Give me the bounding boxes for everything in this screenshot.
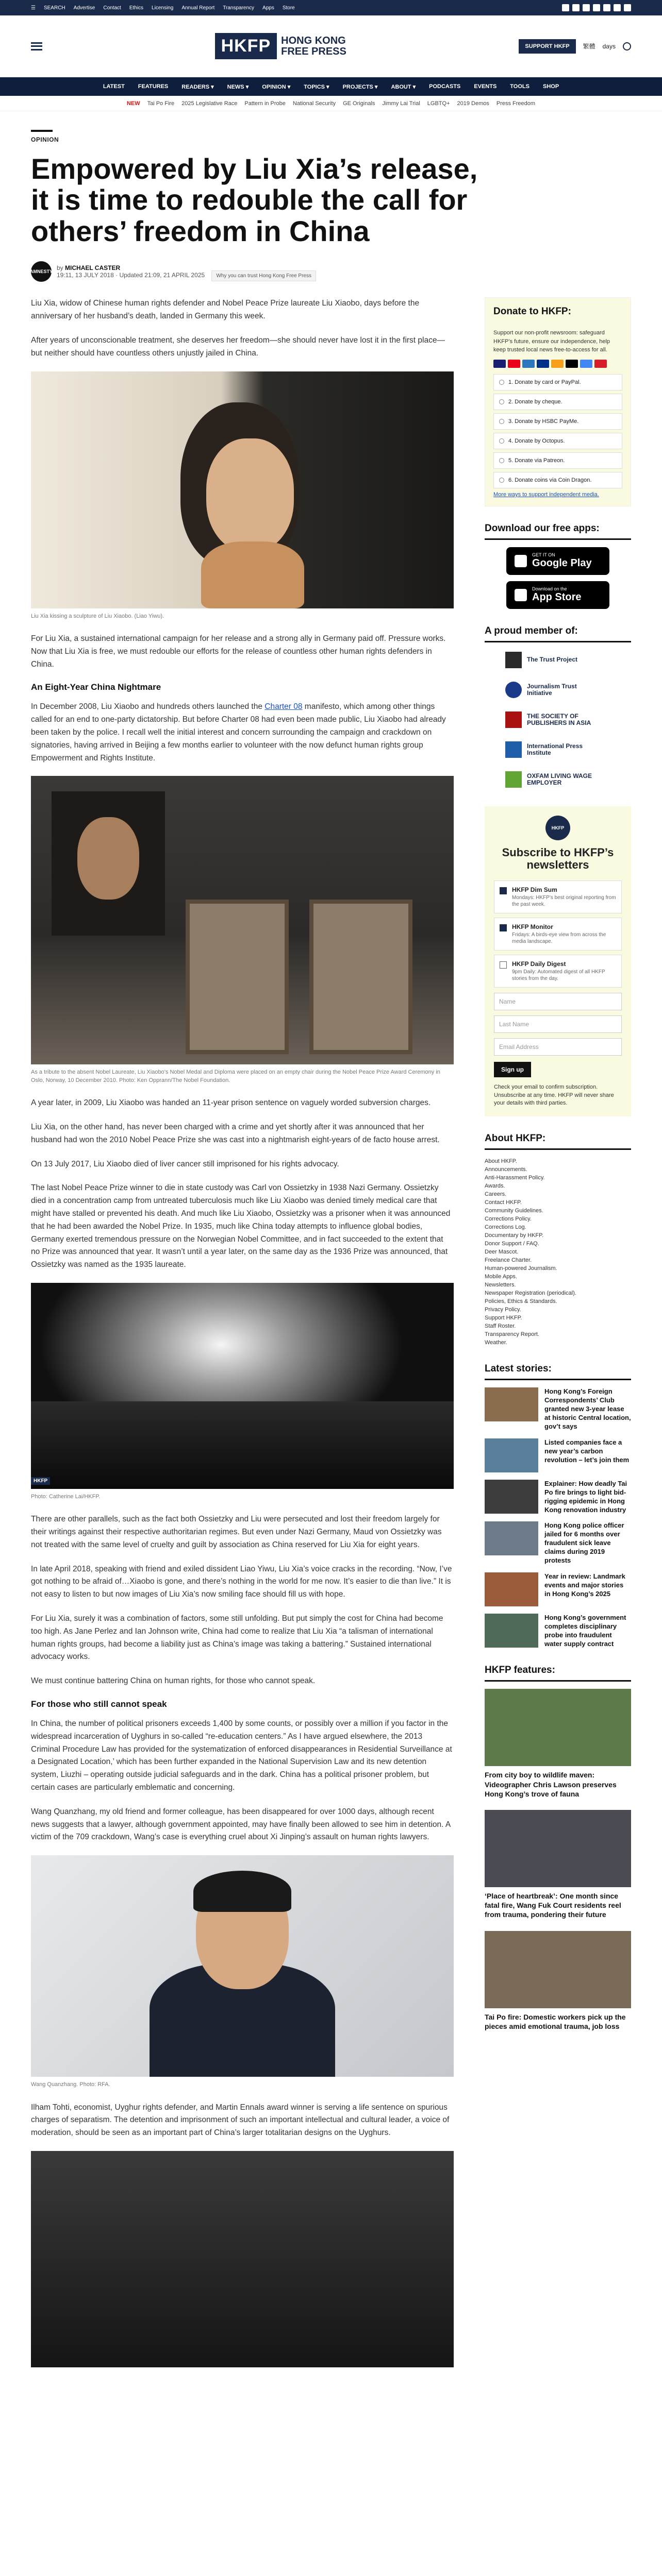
- feature-image: [485, 1810, 631, 1887]
- jti-icon: [505, 682, 522, 698]
- donate-option-label: 6. Donate coins via Coin Dragon.: [508, 477, 592, 483]
- radio-icon: [499, 380, 504, 385]
- author-name[interactable]: MICHAEL CASTER: [65, 264, 121, 272]
- figure: [31, 1283, 454, 1501]
- widget-title: HKFP features:: [485, 1665, 631, 1682]
- instagram-icon[interactable]: [583, 4, 590, 11]
- member-name: The Trust Project: [527, 656, 578, 664]
- radio-icon: [499, 458, 504, 463]
- photo-liu-xia[interactable]: [31, 371, 454, 608]
- caption: As a tribute to the absent Nobel Laureate, Liu Xiaobo’s Nobel Medal and Diploma were placed on an empty chair during the Nobel Peace Prize Award Ceremony in Oslo, Norway, 10 December 2010. Photo: Ken Opprann/The Nobel Foundation.: [31, 1069, 440, 1083]
- nav-item[interactable]: SHOP: [542, 83, 559, 90]
- story-title: Hong Kong police officer jailed for 6 months over fraudulent sick leave claims during 2019 protests: [544, 1521, 624, 1565]
- apple-pay-icon: [566, 360, 578, 368]
- subnav-item[interactable]: National Security: [292, 100, 336, 107]
- unionpay-icon: [594, 360, 607, 368]
- about-link[interactable]: Community Guidelines.: [485, 1208, 543, 1214]
- donate-text: Support our non-profit newsroom: safeguard HKFP’s future, ensure our independence, help keep trusted local news free-to-access for all.: [493, 330, 610, 353]
- about-link[interactable]: Freelance Charter.: [485, 1257, 532, 1264]
- newsletter-name: HKFP Monitor: [512, 923, 553, 931]
- newsletter-logo: HKFP: [545, 816, 570, 840]
- more-ways-link[interactable]: More ways to support independent media.: [493, 491, 599, 498]
- top-utility-bar: [0, 0, 662, 15]
- feature-item[interactable]: [485, 1689, 631, 1799]
- subnav-item[interactable]: 2025 Legislative Race: [181, 100, 238, 107]
- story-item[interactable]: [485, 1614, 631, 1649]
- paragraph: Ilham Tohti, economist, Uyghur rights defender, and Martin Ennals award winner is serving a life sentence on spurious charges of separatism. The detention and imprisonment of such an important intellectual and cultural leader, a voice of moderation, should be seen as an important part of China’s larger totalitarian designs on the Uyghurs.: [31, 2103, 450, 2138]
- paragraph: The last Nobel Peace Prize winner to die in state custody was Carl von Ossietzky in 1938 Nazi Germany. Ossietzky died in a concentration camp from untreated tuberculosis much like Liu Xiaobo was denied timely medical care that might have stalled or prevented his death. And much like Liu Xiaobo, Ossietzky was a prisoner when it was announced that he had been awarded the Nobel Prize. In 1935, much like China today attempts to influence global bodies, Germany exerted tremendous pressure on the Norwegian Nobel Committee, and in fact succeeded to the extent that no Prize was announced that year. It wasn’t until a year later, on the same day as the 1936 Prize was announced, that Ossietzky was named as the 1935 laureate.: [31, 1183, 451, 1269]
- donate-option[interactable]: [493, 433, 622, 449]
- story-thumbnail: [485, 1614, 538, 1648]
- about-link[interactable]: Deer Mascot.: [485, 1249, 519, 1256]
- trust-badge[interactable]: Why you can trust Hong Kong Free Press: [211, 270, 316, 281]
- sidebar: [485, 297, 631, 2367]
- member-logo[interactable]: [505, 650, 631, 670]
- section-heading: An Eight-Year China Nightmare: [31, 682, 161, 692]
- newsletter-name: HKFP Dim Sum: [512, 886, 557, 894]
- about-widget: [485, 1133, 631, 1347]
- topbar-link[interactable]: Transparency: [223, 5, 255, 11]
- site-header: [0, 15, 662, 77]
- story-item[interactable]: [485, 1572, 631, 1606]
- newsletter-name: HKFP Daily Digest: [512, 960, 566, 968]
- publish-date: 19:11, 13 JULY 2018: [57, 272, 114, 279]
- email-input[interactable]: Email Address: [494, 1038, 622, 1056]
- name-input[interactable]: Name: [494, 993, 622, 1010]
- about-link[interactable]: Contact HKFP.: [485, 1199, 522, 1206]
- widget-title: A proud member of:: [485, 625, 631, 642]
- sopa-icon: [505, 711, 522, 728]
- figure: [31, 1855, 454, 2089]
- story-title: Explainer: How deadly Tai Po fire brings to light bid-rigging epidemic in Hong Kong renovation industry: [544, 1479, 627, 1514]
- logo-line-2: FREE PRESS: [281, 45, 346, 57]
- member-name: THE SOCIETY OF PUBLISHERS IN ASIA: [527, 712, 591, 726]
- paragraph: In late April 2018, speaking with friend and exiled dissident Liao Yiwu, Liu Xia’s voice cracks in the recording. “Now, I’ve got nothing to be afraid of…Xiaobo is gone, and there’s nothing in the world for me now. It’s easier to die than live.” It is not easy to listen to but now images of Liu Xia’s now smiling face should fill us with hope.: [31, 1564, 452, 1599]
- ipi-icon: [505, 741, 522, 758]
- donate-option[interactable]: [493, 394, 622, 410]
- about-link[interactable]: Human-powered Journalism.: [485, 1265, 557, 1272]
- article-title: Empowered by Liu Xia’s release, it is time to redouble the call for others’ freedom in China: [31, 152, 478, 247]
- checkbox-checked-icon[interactable]: [500, 887, 507, 894]
- about-link[interactable]: Transparency Report.: [485, 1331, 539, 1338]
- paragraph: [31, 701, 454, 765]
- paragraph: Wang Quanzhang, my old friend and former colleague, has been disappeared for over 1000 days, although recent news suggests that a lawyer, although government appointed, may have finally been allowed to see him in detention. A victim of the 709 crackdown, Wang’s case is everything cruel about Xi Jinping’s assault on human rights lawyers.: [31, 1807, 451, 1842]
- topbar-link[interactable]: Licensing: [152, 5, 174, 11]
- linkedin-icon[interactable]: [603, 4, 610, 11]
- subnav-item[interactable]: LGBTQ+: [427, 100, 450, 107]
- store-small-text: GET IT ON: [532, 552, 555, 558]
- about-link[interactable]: Newspaper Registration (periodical).: [485, 1290, 576, 1297]
- newsletter-desc: 9pm Daily: Automated digest of all HKFP stories from the day.: [512, 969, 605, 982]
- google-play-button[interactable]: [506, 547, 609, 575]
- search-icon[interactable]: [623, 42, 631, 50]
- signup-button[interactable]: Sign up: [494, 1062, 531, 1077]
- photo-ilham-tohti[interactable]: [31, 2151, 454, 2367]
- story-title: Year in review: Landmark events and major stories in Hong Kong’s 2025: [544, 1572, 625, 1598]
- photo-wang-quanzhang[interactable]: [31, 1855, 454, 2077]
- byline: AMNESTY by MICHAEL CASTER 19:11, 13 JULY 2018 · Updated 21:09, 21 APRIL 2025 Why you can trust Hong Kong Free Press: [31, 261, 631, 282]
- topbar-link[interactable]: Store: [282, 5, 295, 11]
- donate-option[interactable]: [493, 374, 622, 391]
- article-body: [31, 297, 454, 2367]
- youtube-icon[interactable]: [593, 4, 600, 11]
- article-category[interactable]: OPINION: [31, 130, 53, 143]
- paragraph: On 13 July 2017, Liu Xiaobo died of liver cancer still imprisoned for his rights advocacy.: [31, 1159, 339, 1168]
- feature-item[interactable]: [485, 1931, 631, 2031]
- nav-item[interactable]: PODCASTS: [429, 83, 461, 90]
- feature-title: Tai Po fire: Domestic workers pick up the pieces amid emotional trauma, job loss: [485, 2012, 626, 2030]
- payment-icons: [493, 360, 622, 368]
- feature-image: [485, 1689, 631, 1766]
- newsletter-option[interactable]: [494, 955, 622, 988]
- widget-title: Latest stories:: [485, 1363, 631, 1380]
- donate-option-label: 5. Donate via Patreon.: [508, 457, 565, 464]
- about-link[interactable]: Announcements.: [485, 1166, 527, 1173]
- logo-line-1: HONG KONG: [281, 35, 346, 46]
- newsletter-desc: Fridays: A birds-eye view from across the media landscape.: [512, 932, 606, 945]
- story-title: Listed companies face a new year’s carbon revolution – let’s join them: [544, 1438, 630, 1464]
- paragraph: There are other parallels, such as the fact both Ossietzky and Liu were persecuted and lost their freedom largely for their writings against their respective authoritarian regimes. But even under Nazi Germany, Maud von Ossietzky was not treated with the same level of cruelty and guilt by association as China reserved for Liu Xia for eight years.: [31, 1515, 442, 1549]
- telegram-icon[interactable]: [614, 4, 621, 11]
- story-title: Hong Kong’s government completes disciplinary probe into fraudulent water supply contract: [544, 1613, 626, 1648]
- google-pay-icon: [580, 360, 592, 368]
- subnav-item[interactable]: Tai Po Fire: [147, 100, 175, 107]
- oxfam-icon: [505, 771, 522, 788]
- radio-icon: [499, 478, 504, 483]
- updated-date: Updated 21:09, 21 APRIL 2025: [119, 272, 205, 279]
- nav-item[interactable]: TOPICS ▾: [304, 83, 329, 90]
- donate-option-label: 2. Donate by cheque.: [508, 398, 562, 405]
- paragraph: Liu Xia, widow of Chinese human rights defender and Nobel Peace Prize laureate Liu Xiaobo, days before the anniversary of her husband’s death, landed in Germany this week.: [31, 299, 420, 321]
- widget-title: Donate to HKFP:: [493, 306, 571, 317]
- photo-empty-chair[interactable]: [31, 776, 454, 1064]
- about-link[interactable]: Anti-Harassment Policy.: [485, 1175, 545, 1181]
- story-thumbnail: [485, 1387, 538, 1421]
- paypal-icon: [537, 360, 549, 368]
- member-logo[interactable]: [505, 680, 631, 700]
- discover-icon: [551, 360, 564, 368]
- language-switch[interactable]: 繁體: [583, 43, 595, 50]
- about-link[interactable]: About HKFP.: [485, 1158, 517, 1165]
- donate-option[interactable]: [493, 413, 622, 430]
- about-link[interactable]: Privacy Policy.: [485, 1307, 521, 1313]
- apps-widget: [485, 523, 631, 609]
- story-item[interactable]: [485, 1387, 631, 1431]
- about-link[interactable]: Newsletters.: [485, 1282, 516, 1289]
- subnav-item[interactable]: 2019 Demos: [457, 100, 489, 107]
- app-store-button[interactable]: [506, 581, 609, 609]
- member-name: International Press Institute: [527, 742, 583, 756]
- about-link[interactable]: Policies, Ethics & Standards.: [485, 1298, 557, 1305]
- story-thumbnail: [485, 1480, 538, 1514]
- about-link[interactable]: Corrections Log.: [485, 1224, 526, 1231]
- story-title: Hong Kong’s Foreign Correspondents’ Club granted new 3-year lease at historic Central location, gov’t says: [544, 1387, 631, 1431]
- author-avatar[interactable]: AMNESTY: [31, 261, 52, 282]
- about-link[interactable]: Support HKFP.: [485, 1315, 522, 1321]
- nav-item[interactable]: PROJECTS ▾: [342, 83, 378, 90]
- donate-option[interactable]: [493, 472, 622, 488]
- paragraph: For Liu Xia, surely it was a combination of factors, some still unfolding. But put simply the cost for China had become too high. As Jane Perlez and Ian Johnson write, China had come to realize that Liu Xia “a talisman of international human rights groups, had become a liability just as China’s image was taking a battering.” Sustained international advocacy works.: [31, 1614, 443, 1662]
- nav-item[interactable]: TOOLS: [510, 83, 529, 90]
- main-nav: [0, 77, 662, 96]
- paragraph: In China, the number of political prisoners exceeds 1,400 by some counts, or possibly over a million if you factor in the widespread incarceration of Uyghurs in so-called “re-education centers.” As I have argued elsewhere, the 2013 Criminal Procedure Law has provided for the systematization of enforced disappearances in Residential Surveillance at a Designated Location,’ which has been further expanded in the National Supervision Law and its new detention system, Liuzhi – operating outside judicial safeguards and in the dark. China has a political prisoner problem, but certain cases are particularly emblematic and concerning.: [31, 1719, 452, 1792]
- story-item[interactable]: [485, 1438, 631, 1472]
- nav-item[interactable]: FEATURES: [138, 83, 169, 90]
- donate-option-label: 3. Donate by HSBC PayMe.: [508, 418, 579, 425]
- about-link[interactable]: Documentary by HKFP.: [485, 1232, 544, 1239]
- section-heading: For those who still cannot speak: [31, 1699, 167, 1709]
- subnav-item[interactable]: Press Freedom: [496, 100, 536, 107]
- hamburger-menu-icon[interactable]: [31, 42, 42, 50]
- feature-title: From city boy to wildlife maven: Videographer Chris Lawson preserves Hong Kong’s trove of fauna: [485, 1771, 617, 1798]
- photo-watermark: HKFP: [31, 1477, 50, 1485]
- paragraph: For Liu Xia, a sustained international campaign for her release and a strong ally in Germany paid off. Pressure works. Now that Liu Xia is free, we must redouble our efforts for the release of countless other human rights defenders in China.: [31, 634, 446, 669]
- member-name: Journalism Trust Initiative: [527, 682, 577, 697]
- member-logo[interactable]: [505, 769, 631, 790]
- checkbox-icon[interactable]: [500, 961, 507, 969]
- charter-08-link[interactable]: Charter 08: [264, 702, 303, 711]
- rss-icon[interactable]: [624, 4, 631, 11]
- search-link[interactable]: SEARCH: [43, 5, 65, 11]
- story-item[interactable]: [485, 1480, 631, 1515]
- topbar-link[interactable]: Advertise: [73, 5, 95, 11]
- about-link[interactable]: Corrections Policy.: [485, 1216, 532, 1223]
- nav-item[interactable]: EVENTS: [474, 83, 497, 90]
- about-link[interactable]: Staff Roster.: [485, 1323, 516, 1330]
- last-name-input[interactable]: Last Name: [494, 1015, 622, 1033]
- twitter-icon[interactable]: [572, 4, 580, 11]
- about-link[interactable]: Careers.: [485, 1191, 507, 1198]
- newsletter-option[interactable]: [494, 918, 622, 951]
- topbar-link[interactable]: Ethics: [129, 5, 144, 11]
- member-logo[interactable]: [505, 709, 631, 730]
- story-thumbnail: [485, 1438, 538, 1472]
- radio-icon: [499, 438, 504, 444]
- caption: Wang Quanzhang. Photo: RFA.: [31, 2081, 110, 2088]
- feature-item[interactable]: [485, 1810, 631, 1920]
- story-thumbnail: [485, 1572, 538, 1606]
- donate-widget: [485, 297, 631, 506]
- latest-stories-widget: [485, 1363, 631, 1648]
- text-run: manifesto, which among other things called for an end to one-party dictatorship. But before Charter 08 had even been made public, Liu Xiaobo had already been taken by the police. I recall well the initial interest and concern surrounding the campaign and crackdown on signatories, having arrived in Beijing a few months earlier to volunteer with the now defunct human rights group Empowerment and Rights Institute.: [31, 702, 446, 762]
- figure: [31, 371, 454, 620]
- social-links: [562, 4, 631, 11]
- sub-nav: [0, 96, 662, 111]
- donate-option[interactable]: [493, 452, 622, 469]
- store-small-text: Download on the: [532, 586, 567, 592]
- member-logo[interactable]: [505, 739, 631, 760]
- paragraph: After years of unconscionable treatment, she deserves her freedom—she should never have lost it in the first place—but neither should have countless others unjustly jailed in China.: [31, 336, 445, 358]
- nav-item[interactable]: READERS ▾: [181, 83, 214, 90]
- donate-option-label: 4. Donate by Octopus.: [508, 437, 565, 444]
- mastercard-icon: [508, 360, 520, 368]
- store-big-text: App Store: [532, 591, 582, 603]
- features-widget: [485, 1665, 631, 2031]
- widget-title: About HKFP:: [485, 1133, 631, 1150]
- donate-option-label: 1. Donate by card or PayPal.: [508, 379, 581, 385]
- byline-by: by: [57, 264, 63, 272]
- support-hkfp-button[interactable]: SUPPORT HKFP: [519, 39, 575, 54]
- site-logo[interactable]: [215, 33, 346, 59]
- about-link[interactable]: Mobile Apps.: [485, 1274, 517, 1280]
- paragraph: Liu Xia, on the other hand, has never been charged with a crime and yet shortly after it was announced that her husband had won the 2010 Nobel Peace Prize she was cast into a nightmarish eight-years of de facto house arrest.: [31, 1122, 440, 1144]
- paragraph: We must continue battering China on human rights, for those who cannot speak.: [31, 1676, 316, 1686]
- nav-item[interactable]: NEWS ▾: [227, 83, 249, 90]
- caption: Liu Xia kissing a sculpture of Liu Xiaobo. (Liao Yiwu).: [31, 613, 164, 619]
- visa-icon: [493, 360, 506, 368]
- nav-item[interactable]: ABOUT ▾: [391, 83, 416, 90]
- days-counter: days: [602, 42, 616, 50]
- newsletter-option[interactable]: [494, 880, 622, 913]
- about-link[interactable]: Donor Support / FAQ.: [485, 1241, 539, 1247]
- nav-item[interactable]: LATEST: [103, 83, 125, 90]
- subnav-item[interactable]: GE Originals: [343, 100, 375, 107]
- apple-icon: [515, 589, 527, 601]
- member-widget: [485, 625, 631, 790]
- newsletter-desc: Mondays: HKFP’s best original reporting from the past week.: [512, 895, 616, 908]
- subnav-item[interactable]: Pattern in Probe: [244, 100, 286, 107]
- text-run: In December 2008, Liu Xiaobo and hundreds others launched the: [31, 702, 265, 711]
- caption: Photo: Catherine Lai/HKFP.: [31, 1493, 101, 1500]
- about-list: [485, 1157, 631, 1347]
- radio-icon: [499, 399, 504, 404]
- photo-vigil[interactable]: [31, 1283, 454, 1489]
- topbar-link[interactable]: Apps: [262, 5, 274, 11]
- logo-mark: HKFP: [215, 33, 277, 59]
- trust-project-icon: [505, 652, 522, 668]
- widget-title: Download our free apps:: [485, 523, 631, 540]
- facebook-icon[interactable]: [562, 4, 569, 11]
- newsletter-title: Subscribe to HKFP’s newsletters: [502, 845, 614, 872]
- member-name: OXFAM LIVING WAGE EMPLOYER: [527, 772, 592, 786]
- radio-icon: [499, 419, 504, 424]
- paragraph: A year later, in 2009, Liu Xiaobo was handed an 11-year prison sentence on vaguely worded subversion charges.: [31, 1098, 431, 1108]
- figure: [31, 776, 454, 1084]
- google-play-icon: [515, 555, 527, 567]
- logo-text: [281, 36, 346, 57]
- feature-title: ‘Place of heartbreak’: One month since fatal fire, Wang Fuk Court residents reel from trauma, pondering their future: [485, 1892, 621, 1919]
- newsletter-widget: [485, 806, 631, 1117]
- nav-item[interactable]: OPINION ▾: [262, 83, 291, 90]
- story-thumbnail: [485, 1521, 538, 1555]
- menu-small-icon[interactable]: ☰: [31, 5, 36, 11]
- about-link[interactable]: Awards.: [485, 1183, 505, 1190]
- store-big-text: Google Play: [532, 557, 592, 569]
- about-link[interactable]: Weather.: [485, 1340, 507, 1346]
- subnav-item[interactable]: Jimmy Lai Trial: [382, 100, 420, 107]
- amex-icon: [522, 360, 535, 368]
- topbar-link[interactable]: Contact: [103, 5, 121, 11]
- feature-image: [485, 1931, 631, 2008]
- story-item[interactable]: [485, 1521, 631, 1565]
- checkbox-checked-icon[interactable]: [500, 924, 507, 931]
- topbar-link[interactable]: Annual Report: [181, 5, 215, 11]
- subnav-badge: NEW: [126, 100, 140, 107]
- newsletter-note: Check your email to confirm subscription. Unsubscribe at any time. HKFP will never share your details with third parties.: [494, 1084, 614, 1107]
